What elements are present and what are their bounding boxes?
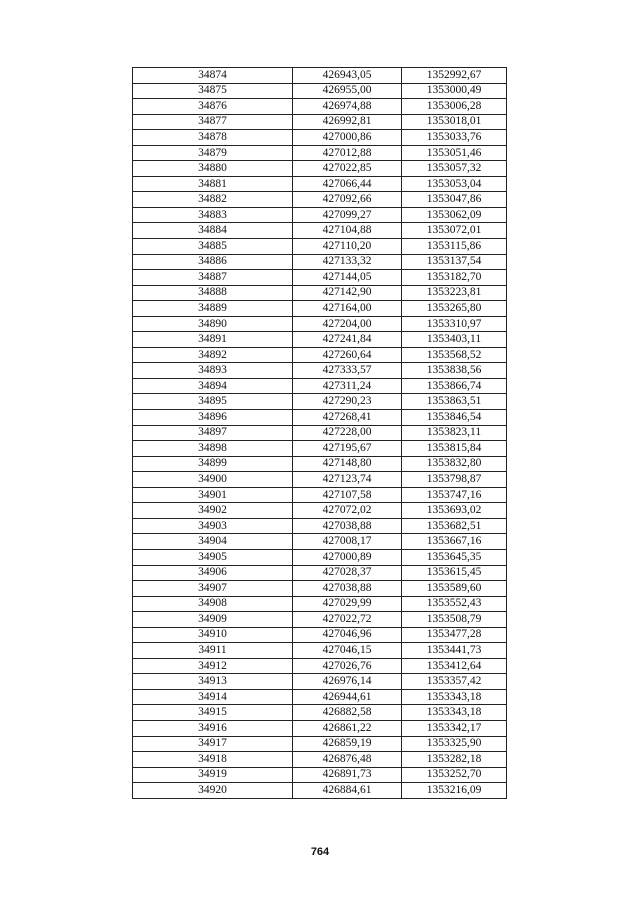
y-coordinate-cell: 1353006,28	[402, 99, 507, 115]
x-coordinate-cell: 427038,88	[293, 518, 402, 534]
y-coordinate-cell: 1353552,43	[402, 596, 507, 612]
table-row	[133, 239, 507, 255]
table-row	[133, 689, 507, 705]
x-coordinate-cell: 426859,19	[293, 736, 402, 752]
table-row	[133, 223, 507, 239]
table-row	[133, 270, 507, 286]
y-coordinate-cell: 1353053,04	[402, 176, 507, 192]
table-row	[133, 192, 507, 208]
x-coordinate-cell: 427022,72	[293, 612, 402, 628]
table-row	[133, 68, 507, 84]
y-coordinate-cell: 1353866,74	[402, 378, 507, 394]
point-number-cell: 34900	[133, 472, 293, 488]
table-row	[133, 114, 507, 130]
x-coordinate-cell: 427099,27	[293, 207, 402, 223]
point-number-cell: 34916	[133, 720, 293, 736]
point-number-cell: 34885	[133, 239, 293, 255]
table-row	[133, 176, 507, 192]
x-coordinate-cell: 426944,61	[293, 689, 402, 705]
y-coordinate-cell: 1353057,32	[402, 161, 507, 177]
x-coordinate-cell: 427046,96	[293, 627, 402, 643]
point-number-cell: 34878	[133, 130, 293, 146]
table-row	[133, 99, 507, 115]
x-coordinate-cell: 427123,74	[293, 472, 402, 488]
y-coordinate-cell: 1353357,42	[402, 674, 507, 690]
point-number-cell: 34892	[133, 347, 293, 363]
point-number-cell: 34875	[133, 83, 293, 99]
y-coordinate-cell: 1353747,16	[402, 487, 507, 503]
x-coordinate-cell: 427144,05	[293, 270, 402, 286]
coordinates-table	[132, 67, 507, 799]
y-coordinate-cell: 1353798,87	[402, 472, 507, 488]
y-coordinate-cell: 1353832,80	[402, 456, 507, 472]
table-row	[133, 456, 507, 472]
point-number-cell: 34902	[133, 503, 293, 519]
x-coordinate-cell: 427012,88	[293, 145, 402, 161]
x-coordinate-cell: 427110,20	[293, 239, 402, 255]
point-number-cell: 34915	[133, 705, 293, 721]
y-coordinate-cell: 1353223,81	[402, 285, 507, 301]
x-coordinate-cell: 427000,89	[293, 549, 402, 565]
y-coordinate-cell: 1353441,73	[402, 643, 507, 659]
point-number-cell: 34905	[133, 549, 293, 565]
y-coordinate-cell: 1353477,28	[402, 627, 507, 643]
x-coordinate-cell: 426876,48	[293, 752, 402, 768]
point-number-cell: 34887	[133, 270, 293, 286]
y-coordinate-cell: 1353072,01	[402, 223, 507, 239]
point-number-cell: 34913	[133, 674, 293, 690]
x-coordinate-cell: 427290,23	[293, 394, 402, 410]
point-number-cell: 34907	[133, 581, 293, 597]
point-number-cell: 34903	[133, 518, 293, 534]
x-coordinate-cell: 427142,90	[293, 285, 402, 301]
table-row	[133, 161, 507, 177]
table-row	[133, 612, 507, 628]
point-number-cell: 34909	[133, 612, 293, 628]
y-coordinate-cell: 1353682,51	[402, 518, 507, 534]
point-number-cell: 34898	[133, 441, 293, 457]
table-row	[133, 332, 507, 348]
table-row	[133, 285, 507, 301]
table-row	[133, 347, 507, 363]
x-coordinate-cell: 426884,61	[293, 783, 402, 799]
table-row	[133, 441, 507, 457]
x-coordinate-cell: 427092,66	[293, 192, 402, 208]
point-number-cell: 34876	[133, 99, 293, 115]
point-number-cell: 34901	[133, 487, 293, 503]
table-row	[133, 410, 507, 426]
page-number: 764	[310, 846, 330, 858]
table-row	[133, 207, 507, 223]
table-row	[133, 643, 507, 659]
table-row	[133, 316, 507, 332]
table-row	[133, 674, 507, 690]
y-coordinate-cell: 1353846,54	[402, 410, 507, 426]
x-coordinate-cell: 427028,37	[293, 565, 402, 581]
table-row	[133, 503, 507, 519]
y-coordinate-cell: 1353863,51	[402, 394, 507, 410]
x-coordinate-cell: 426992,81	[293, 114, 402, 130]
table-row	[133, 581, 507, 597]
point-number-cell: 34920	[133, 783, 293, 799]
y-coordinate-cell: 1353838,56	[402, 363, 507, 379]
y-coordinate-cell: 1353115,86	[402, 239, 507, 255]
table-row	[133, 534, 507, 550]
x-coordinate-cell: 427008,17	[293, 534, 402, 550]
x-coordinate-cell: 427038,88	[293, 581, 402, 597]
table-row	[133, 472, 507, 488]
x-coordinate-cell: 427260,64	[293, 347, 402, 363]
y-coordinate-cell: 1353062,09	[402, 207, 507, 223]
point-number-cell: 34881	[133, 176, 293, 192]
point-number-cell: 34904	[133, 534, 293, 550]
table-row	[133, 487, 507, 503]
point-number-cell: 34908	[133, 596, 293, 612]
point-number-cell: 34888	[133, 285, 293, 301]
table-row	[133, 83, 507, 99]
y-coordinate-cell: 1353182,70	[402, 270, 507, 286]
x-coordinate-cell: 426955,00	[293, 83, 402, 99]
point-number-cell: 34883	[133, 207, 293, 223]
x-coordinate-cell: 427195,67	[293, 441, 402, 457]
point-number-cell: 34899	[133, 456, 293, 472]
y-coordinate-cell: 1353403,11	[402, 332, 507, 348]
x-coordinate-cell: 426943,05	[293, 68, 402, 84]
table-row	[133, 736, 507, 752]
table-row	[133, 425, 507, 441]
y-coordinate-cell: 1353815,84	[402, 441, 507, 457]
table-row	[133, 658, 507, 674]
point-number-cell: 34918	[133, 752, 293, 768]
table-row	[133, 705, 507, 721]
x-coordinate-cell: 426861,22	[293, 720, 402, 736]
x-coordinate-cell: 427164,00	[293, 301, 402, 317]
y-coordinate-cell: 1353568,52	[402, 347, 507, 363]
table-row	[133, 783, 507, 799]
y-coordinate-cell: 1353343,18	[402, 689, 507, 705]
table-row	[133, 130, 507, 146]
x-coordinate-cell: 427204,00	[293, 316, 402, 332]
point-number-cell: 34880	[133, 161, 293, 177]
table-row	[133, 596, 507, 612]
point-number-cell: 34884	[133, 223, 293, 239]
table-row	[133, 565, 507, 581]
point-number-cell: 34890	[133, 316, 293, 332]
table-row	[133, 394, 507, 410]
table-row	[133, 627, 507, 643]
x-coordinate-cell: 427000,86	[293, 130, 402, 146]
y-coordinate-cell: 1353265,80	[402, 301, 507, 317]
point-number-cell: 34917	[133, 736, 293, 752]
point-number-cell: 34886	[133, 254, 293, 270]
point-number-cell: 34914	[133, 689, 293, 705]
point-number-cell: 34891	[133, 332, 293, 348]
x-coordinate-cell: 427133,32	[293, 254, 402, 270]
point-number-cell: 34882	[133, 192, 293, 208]
x-coordinate-cell: 426882,58	[293, 705, 402, 721]
x-coordinate-cell: 426976,14	[293, 674, 402, 690]
table-row	[133, 254, 507, 270]
y-coordinate-cell: 1353412,64	[402, 658, 507, 674]
x-coordinate-cell: 427148,80	[293, 456, 402, 472]
y-coordinate-cell: 1353693,02	[402, 503, 507, 519]
y-coordinate-cell: 1353343,18	[402, 705, 507, 721]
y-coordinate-cell: 1353589,60	[402, 581, 507, 597]
table-row	[133, 720, 507, 736]
y-coordinate-cell: 1353137,54	[402, 254, 507, 270]
y-coordinate-cell: 1353051,46	[402, 145, 507, 161]
point-number-cell: 34895	[133, 394, 293, 410]
point-number-cell: 34912	[133, 658, 293, 674]
table-row	[133, 378, 507, 394]
point-number-cell: 34896	[133, 410, 293, 426]
y-coordinate-cell: 1353252,70	[402, 767, 507, 783]
point-number-cell: 34874	[133, 68, 293, 84]
table-row	[133, 145, 507, 161]
x-coordinate-cell: 427029,99	[293, 596, 402, 612]
y-coordinate-cell: 1353342,17	[402, 720, 507, 736]
point-number-cell: 34911	[133, 643, 293, 659]
x-coordinate-cell: 427241,84	[293, 332, 402, 348]
point-number-cell: 34919	[133, 767, 293, 783]
y-coordinate-cell: 1352992,67	[402, 68, 507, 84]
point-number-cell: 34906	[133, 565, 293, 581]
x-coordinate-cell: 427066,44	[293, 176, 402, 192]
table-row	[133, 767, 507, 783]
y-coordinate-cell: 1353310,97	[402, 316, 507, 332]
y-coordinate-cell: 1353667,16	[402, 534, 507, 550]
y-coordinate-cell: 1353033,76	[402, 130, 507, 146]
x-coordinate-cell: 427268,41	[293, 410, 402, 426]
y-coordinate-cell: 1353282,18	[402, 752, 507, 768]
x-coordinate-cell: 427026,76	[293, 658, 402, 674]
x-coordinate-cell: 427311,24	[293, 378, 402, 394]
table-row	[133, 301, 507, 317]
x-coordinate-cell: 427022,85	[293, 161, 402, 177]
coordinates-table-body	[133, 68, 507, 799]
y-coordinate-cell: 1353615,45	[402, 565, 507, 581]
y-coordinate-cell: 1353018,01	[402, 114, 507, 130]
table-row	[133, 752, 507, 768]
x-coordinate-cell: 426974,88	[293, 99, 402, 115]
y-coordinate-cell: 1353047,86	[402, 192, 507, 208]
y-coordinate-cell: 1353000,49	[402, 83, 507, 99]
table-row	[133, 518, 507, 534]
x-coordinate-cell: 426891,73	[293, 767, 402, 783]
point-number-cell: 34889	[133, 301, 293, 317]
x-coordinate-cell: 427228,00	[293, 425, 402, 441]
table-row	[133, 363, 507, 379]
x-coordinate-cell: 427072,02	[293, 503, 402, 519]
point-number-cell: 34897	[133, 425, 293, 441]
x-coordinate-cell: 427333,57	[293, 363, 402, 379]
point-number-cell: 34877	[133, 114, 293, 130]
point-number-cell: 34910	[133, 627, 293, 643]
point-number-cell: 34893	[133, 363, 293, 379]
x-coordinate-cell: 427046,15	[293, 643, 402, 659]
point-number-cell: 34879	[133, 145, 293, 161]
y-coordinate-cell: 1353325,90	[402, 736, 507, 752]
x-coordinate-cell: 427104,88	[293, 223, 402, 239]
x-coordinate-cell: 427107,58	[293, 487, 402, 503]
y-coordinate-cell: 1353823,11	[402, 425, 507, 441]
y-coordinate-cell: 1353216,09	[402, 783, 507, 799]
table-row	[133, 549, 507, 565]
y-coordinate-cell: 1353645,35	[402, 549, 507, 565]
y-coordinate-cell: 1353508,79	[402, 612, 507, 628]
point-number-cell: 34894	[133, 378, 293, 394]
